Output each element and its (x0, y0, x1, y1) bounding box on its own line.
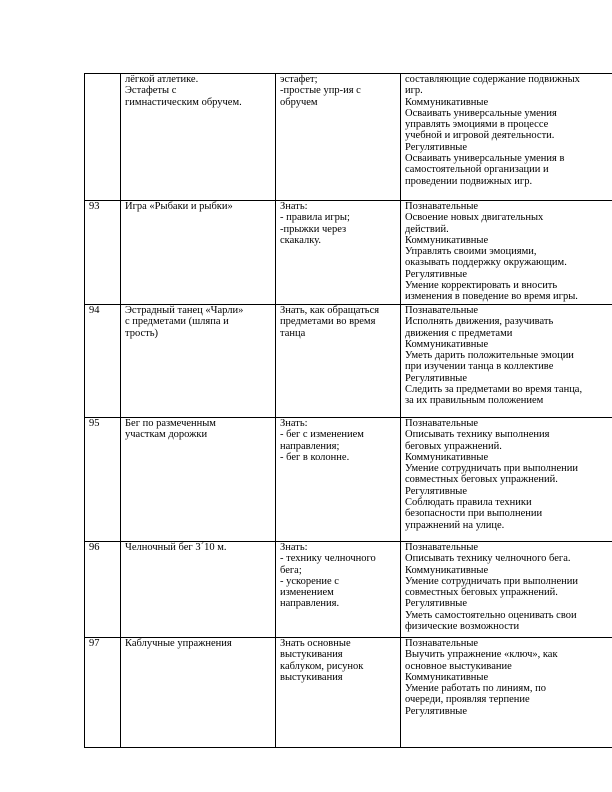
learning-actions-line: Регулятивные (405, 485, 468, 497)
learning-actions-line: Уметь дарить положительные эмоции (405, 350, 574, 362)
learning-actions-line: Умение сотрудничать при выполнении (405, 575, 579, 587)
lesson-number: 95 (89, 418, 100, 429)
lesson-number: 96 (89, 542, 100, 553)
knowledge-cell (276, 74, 401, 201)
learning-actions-line: Регулятивные (405, 372, 468, 384)
learning-actions-line: движения с предметами (405, 327, 513, 339)
learning-actions-line: Коммуникативные (405, 96, 489, 108)
learning-actions-line: совместных беговых упражнений. (405, 587, 558, 599)
table-row (85, 305, 612, 418)
learning-actions-line: Познавательные (405, 305, 479, 316)
knowledge-line: скакалку. (280, 234, 321, 246)
knowledge-cell (276, 305, 401, 418)
knowledge-line: изменением (280, 587, 334, 599)
knowledge-cell (276, 638, 401, 748)
knowledge-line: выстукивания (280, 671, 343, 683)
lesson-topic-line: Челночный бег 3´10 м. (125, 542, 227, 553)
learning-actions-line: Уметь самостоятельно оценивать свои (405, 609, 577, 621)
knowledge-line: танца (280, 327, 306, 339)
lesson-topic-line: Игра «Рыбаки и рыбки» (125, 201, 233, 212)
learning-actions-line: Умение корректировать и вносить (405, 280, 558, 292)
learning-actions-line: оказывать поддержку окружающим. (405, 257, 567, 269)
knowledge-line: бега; (280, 564, 302, 576)
learning-actions-line: учебной и игровой деятельности. (405, 130, 555, 142)
lesson-topic-cell (121, 638, 276, 748)
learning-actions-line: при изучении танца в коллективе (405, 361, 554, 373)
knowledge-cell (276, 542, 401, 638)
lesson-topic-line: с предметами (шляпа и (125, 316, 229, 328)
knowledge-line: Знать основные (280, 638, 351, 649)
lesson-topic-line: Эстафеты с (125, 85, 177, 97)
learning-actions-line: Познавательные (405, 201, 479, 212)
knowledge-line: обручем (280, 96, 318, 108)
knowledge-line: эстафет; (280, 74, 318, 85)
lesson-topic-cell (121, 74, 276, 201)
learning-actions-line: самостоятельной организации и (405, 164, 549, 176)
knowledge-line: направления; (280, 440, 340, 452)
knowledge-cell (276, 418, 401, 542)
learning-actions-line: основное выстукивание (405, 660, 512, 672)
learning-actions-line: Регулятивные (405, 705, 468, 717)
lesson-number-cell (85, 201, 121, 305)
lesson-topic-line: лёгкой атлетике. (125, 74, 199, 85)
knowledge-line: предметами во время (280, 316, 376, 328)
learning-actions-line: игр. (405, 85, 423, 97)
learning-actions-line: действий. (405, 223, 449, 235)
knowledge-cell (276, 201, 401, 305)
learning-actions-line: Соблюдать правила техники (405, 497, 532, 509)
learning-actions-line: Исполнять движения, разучивать (405, 316, 554, 328)
learning-actions-line: беговых упражнений. (405, 440, 502, 452)
lesson-topic-line: трость) (125, 327, 159, 339)
table-row (85, 542, 612, 638)
learning-actions-cell (401, 542, 612, 638)
lesson-number: 93 (89, 201, 100, 212)
lesson-number: 94 (89, 305, 100, 316)
knowledge-line: - бег в колонне. (280, 451, 350, 463)
learning-actions-line: составляющие содержание подвижных (405, 74, 580, 85)
learning-actions-line: Осваивать универсальные умения в (405, 153, 565, 165)
knowledge-line: выстукивания (280, 649, 343, 661)
learning-actions-line: Регулятивные (405, 268, 468, 280)
table-row (85, 74, 612, 201)
lesson-topic-line: Эстрадный танец «Чарли» (125, 305, 244, 316)
table-row (85, 201, 612, 305)
knowledge-line: -прыжки через (280, 223, 347, 235)
lesson-number-cell (85, 638, 121, 748)
learning-actions-line: Умение работать по линиям, по (405, 683, 546, 695)
lesson-topic-line: участкам дорожки (125, 429, 208, 441)
learning-actions-line: Коммуникативные (405, 234, 489, 246)
learning-actions-line: Управлять своими эмоциями, (405, 246, 537, 258)
knowledge-line: Знать: (280, 542, 308, 553)
lesson-topic-cell (121, 305, 276, 418)
learning-actions-line: Описывать технику челночного бега. (405, 553, 571, 565)
learning-actions-line: управлять эмоциями в процессе (405, 119, 549, 131)
learning-actions-cell (401, 201, 612, 305)
learning-actions-line: Осваивать универсальные умения (405, 107, 557, 119)
lesson-plan-table (84, 73, 612, 748)
learning-actions-cell (401, 418, 612, 542)
learning-actions-cell (401, 74, 612, 201)
learning-actions-line: Следить за предметами во время танца, (405, 384, 583, 396)
learning-actions-line: Познавательные (405, 418, 479, 429)
knowledge-line: - ускорение с (280, 575, 339, 587)
lesson-number-cell (85, 305, 121, 418)
lesson-number-cell (85, 74, 121, 201)
table-row (85, 418, 612, 542)
learning-actions-line: изменения в поведение во время игры. (405, 291, 578, 303)
lesson-topic-cell (121, 418, 276, 542)
lesson-topic-cell (121, 542, 276, 638)
knowledge-line: направления. (280, 598, 340, 610)
learning-actions-line: Умение сотрудничать при выполнении (405, 463, 579, 475)
learning-actions-line: Коммуникативные (405, 564, 489, 576)
knowledge-line: Знать, как обращаться (280, 305, 380, 316)
knowledge-line: Знать: (280, 418, 308, 429)
learning-actions-line: Познавательные (405, 638, 479, 649)
lesson-number: 97 (89, 638, 100, 649)
learning-actions-line: Познавательные (405, 542, 479, 553)
lesson-number-cell (85, 542, 121, 638)
learning-actions-line: совместных беговых упражнений. (405, 474, 558, 486)
lesson-topic-line: гимнастическим обручем. (125, 96, 242, 108)
knowledge-line: - правила игры; (280, 212, 350, 224)
learning-actions-line: Регулятивные (405, 141, 468, 153)
learning-actions-line: очереди, проявляя терпение (405, 694, 530, 706)
learning-actions-line: Коммуникативные (405, 671, 489, 683)
learning-actions-line: упражнений на улице. (405, 519, 505, 531)
learning-actions-line: Описывать технику выполнения (405, 429, 550, 441)
learning-actions-cell (401, 305, 612, 418)
knowledge-line: каблуком, рисунок (280, 660, 364, 672)
learning-actions-line: Коммуникативные (405, 451, 489, 463)
lesson-topic-line: Бег по размеченным (125, 418, 216, 429)
learning-actions-line: безопасности при выполнении (405, 508, 543, 520)
learning-actions-line: проведении подвижных игр. (405, 175, 533, 187)
knowledge-line: - бег с изменением (280, 429, 364, 441)
learning-actions-line: Регулятивные (405, 598, 468, 610)
knowledge-line: -простые упр-ия с (280, 85, 361, 97)
learning-actions-line: Коммуникативные (405, 338, 489, 350)
lesson-topic-line: Каблучные упражнения (125, 638, 232, 649)
knowledge-line: - технику челночного (280, 553, 376, 565)
learning-actions-line: за их правильным положением (405, 395, 544, 407)
learning-actions-cell (401, 638, 612, 748)
learning-actions-line: Освоение новых двигательных (405, 212, 544, 224)
lesson-number-cell (85, 418, 121, 542)
knowledge-line: Знать: (280, 201, 308, 212)
learning-actions-line: физические возможности (405, 621, 520, 633)
lesson-plan-body (85, 74, 612, 748)
learning-actions-line: Выучить упражнение «ключ», как (405, 649, 558, 661)
lesson-topic-cell (121, 201, 276, 305)
table-row (85, 638, 612, 748)
